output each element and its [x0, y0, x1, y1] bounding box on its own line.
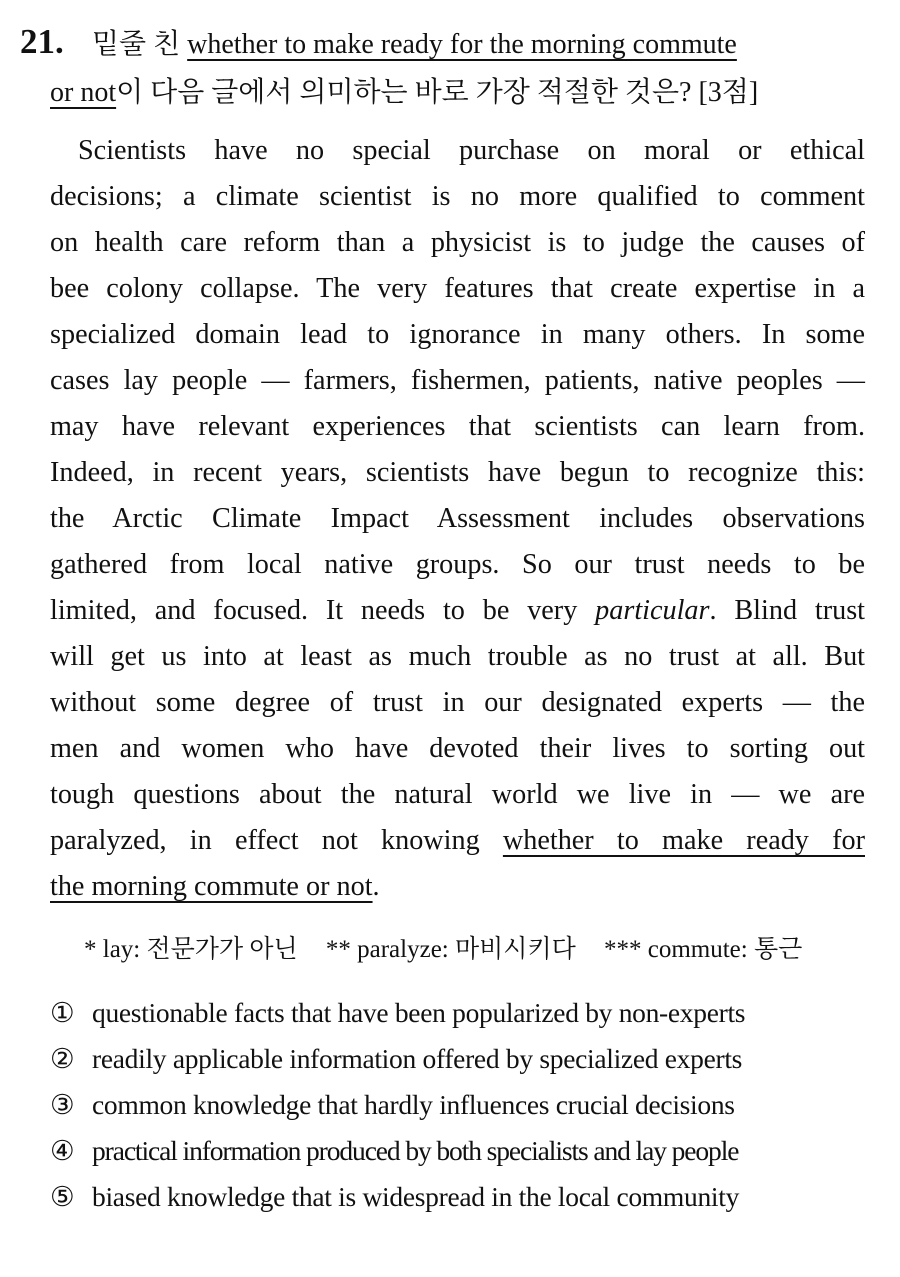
- question-number: 21.: [20, 22, 64, 61]
- passage-line: [50, 864, 865, 910]
- stem-underlined-phrase-2: or not: [50, 77, 117, 108]
- stem-suffix: 이 다음 글에서 의미하는 바로 가장 적절한 것은? [3점]: [116, 77, 759, 108]
- passage-line: will get us into at least as much trouble as no trust at all. But: [50, 641, 865, 672]
- passage-line: specialized domain lead to ignorance in many others. In some: [50, 319, 865, 350]
- passage-line: gathered from local native groups. So our trust needs to be: [50, 549, 865, 580]
- question-stem-line-1: [92, 22, 865, 68]
- choice-text: common knowledge that hardly influences crucial decisions: [92, 1089, 735, 1120]
- passage-line: Scientists have no special purchase on moral or ethical: [78, 135, 865, 166]
- underlined-phrase: the morning commute or not: [50, 871, 373, 902]
- passage-line: without some degree of trust in our designated experts — the: [50, 687, 865, 718]
- answer-choice-3[interactable]: [50, 1082, 865, 1128]
- choice-text: questionable facts that have been popularized by non-experts: [92, 997, 746, 1028]
- stem-underlined-phrase-1: whether to make ready for the morning commute: [187, 29, 737, 60]
- passage-line: men and women who have devoted their lives to sorting out: [50, 733, 865, 764]
- passage-line-text: limited, and focused. It needs to be very: [50, 595, 596, 626]
- answer-choice-1[interactable]: [50, 990, 865, 1036]
- passage-line: [50, 818, 865, 864]
- passage-line-tail: .: [372, 871, 380, 902]
- question-stem-line-2: [50, 70, 865, 116]
- passage-line: cases lay people — farmers, fishermen, patients, native peoples —: [50, 365, 865, 396]
- passage-line-tail: . Blind trust: [709, 595, 866, 626]
- passage-line-text: paralyzed, in effect not knowing: [50, 825, 503, 856]
- passage-line: Indeed, in recent years, scientists have begun to recognize this:: [50, 457, 865, 488]
- answer-choice-4[interactable]: [50, 1128, 865, 1174]
- answer-choice-2[interactable]: [50, 1036, 865, 1082]
- passage-line: tough questions about the natural world we live in — we are: [50, 779, 865, 810]
- choice-number: ③: [50, 1089, 75, 1120]
- answer-choice-5[interactable]: [50, 1174, 865, 1220]
- stem-prefix: 밑줄 친: [92, 29, 181, 60]
- answer-choices: [50, 990, 865, 1220]
- passage-line: the Arctic Climate Impact Assessment includes observations: [50, 503, 865, 534]
- italic-word: particular: [595, 595, 710, 626]
- choice-number: ⑤: [50, 1181, 75, 1212]
- choice-number: ④: [50, 1135, 75, 1166]
- choice-text: readily applicable information offered by specialized experts: [92, 1043, 743, 1074]
- choice-text: practical information produced by both specialists and lay people: [92, 1135, 739, 1166]
- passage-line: [50, 588, 865, 634]
- passage-line: may have relevant experiences that scientists can learn from.: [50, 411, 865, 442]
- underlined-phrase: whether to make ready for: [502, 825, 865, 856]
- passage-line: on health care reform than a physicist is to judge the causes of: [50, 227, 865, 258]
- reading-passage: [50, 128, 865, 910]
- footnote-paralyze: ** paralyze: 마비시키다: [325, 936, 576, 963]
- passage-line: decisions; a climate scientist is no more qualified to comment: [50, 181, 865, 212]
- choice-number: ①: [50, 997, 75, 1028]
- footnote-commute: *** commute: 통근: [604, 936, 803, 963]
- footnote-lay: * lay: 전문가가 아닌: [84, 936, 298, 963]
- choice-number: ②: [50, 1043, 75, 1074]
- footnotes: [84, 930, 874, 970]
- choice-text: biased knowledge that is widespread in the local community: [92, 1181, 740, 1212]
- passage-line: bee colony collapse. The very features that create expertise in a: [50, 273, 865, 304]
